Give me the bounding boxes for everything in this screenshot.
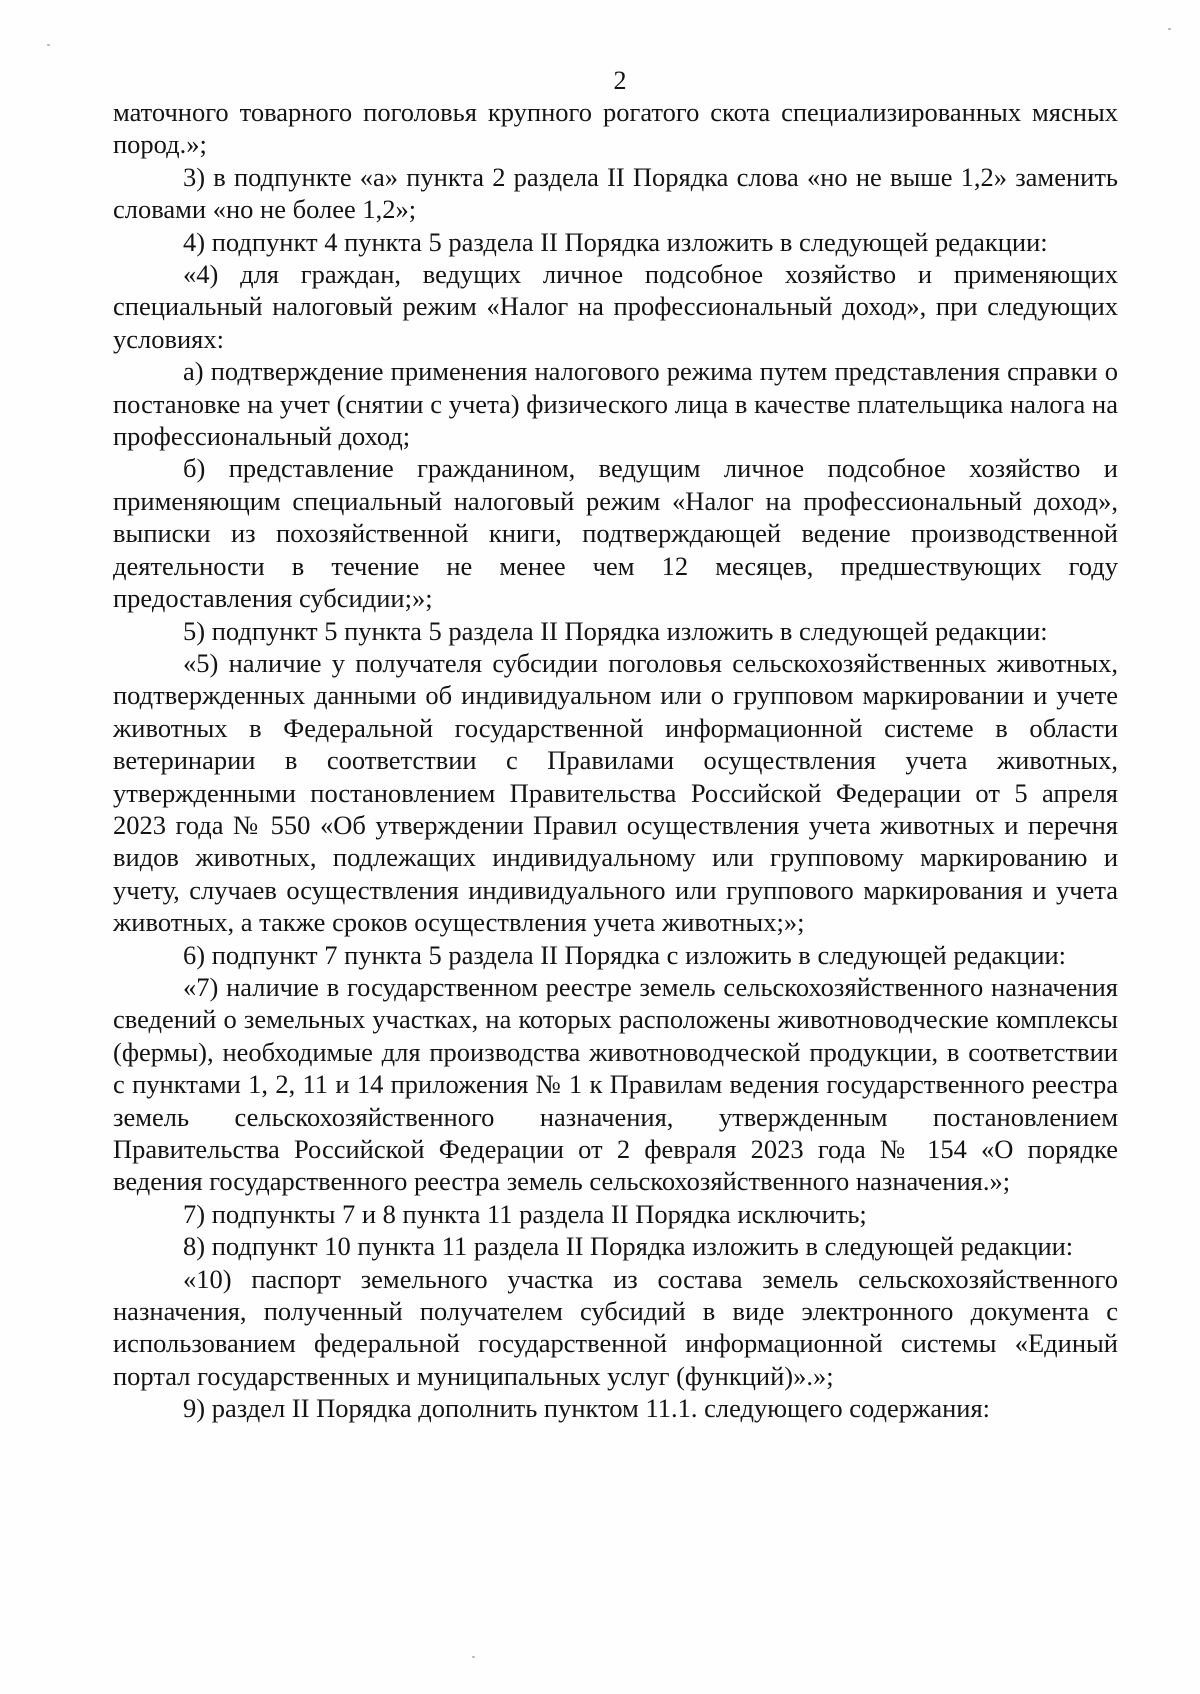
paragraph-quote-5: «5) наличие у получателя субсидии поголовья сельскохозяйственных животных, подтвержденных данными об индивидуальном или о групповом маркировании и учете животных в Федеральной государственной информационной системе в области ветеринарии в соответствии с Правилами осуществления учета животных, утвержденными постановлением Правительства Российской Федерации от 5 апреля 2023 года № 550 «Об утверждении Правил осуществления учета животных и перечня видов животных, подлежащих индивидуальному или групповому маркированию и учету, случаев осуществления индивидуального или группового маркирования и учета животных, а также сроков осуществления учета животных;»; <box>113 647 1118 938</box>
document-body <box>113 96 1118 1425</box>
paragraph-item-6: 6) подпункт 7 пункта 5 раздела II Порядка с изложить в следующей редакции: <box>183 939 1067 970</box>
paragraph-quote-7: «7) наличие в государственном реестре земель сельскохозяйственного назначения сведений о земельных участках, на которых расположены животноводческие комплексы (фермы), необходимые для производства животноводческой продукции, в соответствии с пунктами 1, 2, 11 и 14 приложения № 1 к Правилам ведения государственного реестра земель сельскохозяйственного назначения, утвержденным постановлением Правительства Российской Федерации от 2 февраля 2023 года № 154 «О порядке ведения государственного реестра земель сельскохозяйственного назначения.»; <box>113 971 1118 1197</box>
paragraph-item-5: 5) подпункт 5 пункта 5 раздела II Порядка изложить в следующей редакции: <box>183 615 1048 646</box>
paragraph-continuation: маточного товарного поголовья крупного рогатого скота специализированных мясных пород.»; <box>113 97 1118 160</box>
scan-speck <box>1168 28 1171 30</box>
scan-speck <box>47 44 50 46</box>
paragraph-item-8: 8) подпункт 10 пункта 11 раздела II Порядка изложить в следующей редакции: <box>183 1231 1074 1262</box>
paragraph-item-3: 3) в подпункте «а» пункта 2 раздела II Порядка слова «но не выше 1,2» заменить словами «но не более 1,2»; <box>113 161 1118 225</box>
paragraph-item-4: 4) подпункт 4 пункта 5 раздела II Порядка изложить в следующей редакции: <box>183 226 1048 257</box>
paragraph-subitem-b: б) представление гражданином, ведущим личное подсобное хозяйство и применяющим специальный налоговый режим «Налог на профессиональный доход», выписки из похозяйственной книги, подтверждающей ведение производственной деятельности в течение не менее чем 12 месяцев, предшествующих году предоставления субсидии;»; <box>113 453 1118 614</box>
paragraph-item-7: 7) подпункты 7 и 8 пункта 11 раздела II Порядка исключить; <box>183 1198 867 1229</box>
paragraph-subitem-a: а) подтверждение применения налогового режима путем представления справки о постановке на учет (снятии с учета) физического лица в качестве плательщика налога на профессиональный доход; <box>113 356 1118 452</box>
scan-speck <box>472 1656 475 1658</box>
paragraph-quote-4: «4) для граждан, ведущих личное подсобное хозяйство и применяющих специальный налоговый режим «Налог на профессиональный доход», при следующих условиях: <box>113 259 1118 354</box>
page-number: 2 <box>613 66 627 95</box>
paragraph-quote-10: «10) паспорт земельного участка из состава земель сельскохозяйственного назначения, полученный получателем субсидий в виде электронного документа с использованием федеральной государственной информационной системы «Единый портал государственных и муниципальных услуг (функций)».»; <box>113 1263 1118 1391</box>
paragraph-item-9: 9) раздел II Порядка дополнить пунктом 11.1. следующего содержания: <box>183 1393 990 1424</box>
